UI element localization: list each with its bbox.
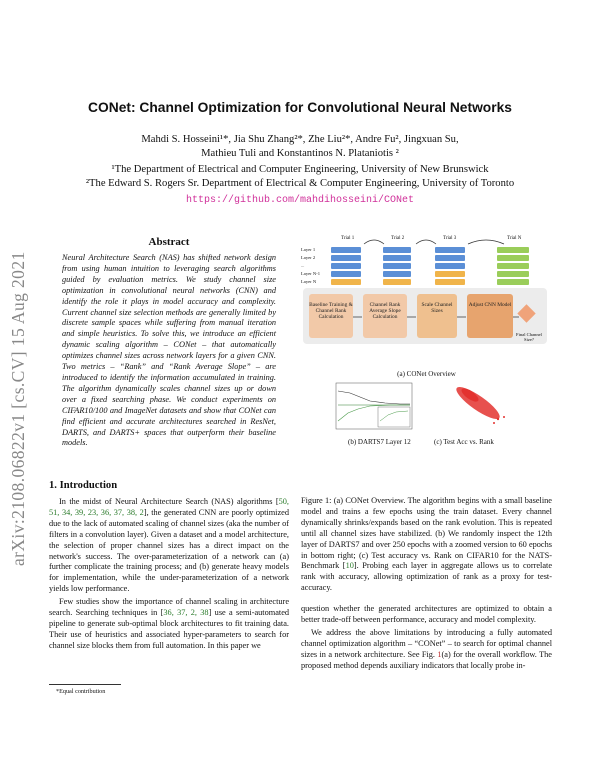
intro-paragraph-2 [49, 597, 289, 652]
intro-body [49, 497, 289, 652]
plot-test-acc-vs-rank [432, 381, 512, 433]
trial-arrows [356, 236, 546, 246]
decision-label: Final Channel Size? [516, 332, 542, 342]
right-p2-text-a: We address the above limitations by introducing a fully automated channel optimization algorithm – “CONet” – to search for optimal channel sizes in a network architecture. See Fig. [301, 627, 552, 659]
caption-b: (b) DARTS7 Layer 12 [348, 438, 411, 446]
layer-label: ... [301, 263, 305, 268]
intro-paragraph-1 [49, 497, 289, 595]
stage-arrows [353, 312, 523, 322]
layer-block [497, 263, 529, 269]
stage-scale-channels: Scale Channel Sizes [417, 294, 457, 338]
figure-caption-text-b: ]. Probing each layer in aggregate allows us to correlate rank with accuracy, allowing optimization of rank as a proxy for test-accuracy. [301, 561, 552, 593]
layer-block [383, 255, 411, 261]
footnote: *Equal contribution [56, 688, 106, 695]
trial-label-3: Trial 3 [443, 236, 457, 241]
author-line-2: Mathieu Tuli and Konstantinos N. Plataniotis ² [201, 148, 399, 159]
layer-block [435, 279, 465, 285]
intro-p1-text-a: In the midst of Neural Architecture Search (NAS) algorithms [ [59, 497, 279, 506]
stage-rank-slope: Channel Rank Average Slope Calculation [363, 294, 407, 338]
layer-block [497, 279, 529, 285]
layer-block [497, 255, 529, 261]
layer-block [331, 271, 361, 277]
arxiv-stamp-text: arXiv:2108.06822v1 [cs.CV] 15 Aug 2021 [8, 251, 28, 566]
layer-labels [301, 246, 320, 286]
layer-label: Layer 2 [301, 255, 316, 260]
figure-caption-text-a: Figure 1: (a) CONet Overview. The algorithm begins with a small baseline model and trains a few epochs using the train dataset. Every channel dynamically shrinks/expands based on the rank evolution. This is repeated until all channel sizes have stabilized. (b) We randomly inspect the 12th layer of DARTS7 and over 250 epochs with a zoomed version to 60 epochs in bottom right; (c) Test accuracy vs. Rank on CIFAR10 for the NATS-Benchmark [ [301, 496, 552, 571]
layer-block [435, 247, 465, 253]
stage-adjust-model: Adjust CNN Model [467, 294, 513, 338]
layer-label: Layer 1 [301, 247, 316, 252]
author-line-1: Mahdi S. Hosseini¹*, Jia Shu Zhang²*, Zhe Liu²*, Andre Fu², Jingxuan Su, [141, 134, 459, 145]
caption-a: (a) CONet Overview [397, 370, 456, 378]
layer-label: Layer N [301, 279, 317, 284]
trial-label-1: Trial 1 [341, 236, 355, 241]
abstract-heading: Abstract [148, 236, 190, 248]
intro-p1-text-b: ], the generated CNN are poorly optimized due to the lack of automated scaling of channel sizes (aka the number of filters in a convolution layer). Given a dataset and a model architecture, the selection of proper channel sizes has a direct impact on the network's success. The over-parameterization of a network can (a) further complicate the training process; and (b) generate heavy models for implementation, while the under-parameterization of a network yields low performance. [49, 507, 289, 594]
intro-p2-citations[interactable]: 36, 37, 2, 38 [163, 608, 209, 618]
layer-block [497, 271, 529, 277]
intro-p1-citations[interactable]: 50, 51, 34, 39, 23, 36, 37, 38, 2 [49, 497, 289, 517]
figure-reference[interactable]: 1 [437, 649, 442, 659]
layer-block [331, 255, 361, 261]
intro-p2-text-b: ] use a semi-automated pipeline to generate sub-optimal block architectures to fit training data. Their use of heuristics and associated hyper-parameters to search for channel size blocks them from full automation. In this paper we [49, 608, 290, 650]
right-paragraph-1: question whether the generated architectures are optimized to obtain a better trade-off between performance, accuracy and model complexity. [301, 604, 552, 624]
abstract-text: Neural Architecture Search (NAS) has shifted network design from using human intuition to leveraging search algorithms guided by evaluation metrics. We study channel size optimization in convolutional neural networks (CNN) and identify the role it plays in model accuracy and complexity. Current channel size selection methods are generally limited by discrete sample spaces while suffering from manual iteration and simple heuristics. To solve this, we introduce an efficient dynamic scaling algorithm – CONet – that automatically optimizes channel sizes across network layers for a given CNN. Two metrics – “Rank” and “Rank Average Slope” – are introduced to identify the information accumulated in training. The algorithm dynamically scales channel sizes up or down over a fixed searching phase. We conduct experiments on CIFAR10/100 and ImageNet datasets and show that CONet can find efficient and accurate architectures searched in ResNet, DARTS, and DARTS+ spaces that outperform their baseline models. [62, 253, 276, 448]
right-paragraph-2 [301, 628, 552, 672]
layer-block [435, 255, 465, 261]
trial-label-2: Trial 2 [391, 236, 405, 241]
intro-p2-text-a: Few studies show the importance of channel scaling in architecture search. Searching techniques in [ [49, 597, 289, 618]
layer-block [435, 263, 465, 269]
trial-label-n: Trial N [507, 236, 522, 241]
layer-label: Layer N-1 [301, 271, 321, 276]
affiliation-2: ²The Edward S. Rogers Sr. Department of Electrical & Computer Engineering, University of Toronto [85, 178, 515, 189]
paper-title: CONet: Channel Optimization for Convolutional Neural Networks [88, 100, 512, 115]
figure-overview [301, 236, 552, 378]
layer-block [435, 271, 465, 277]
intro-heading: 1. Introduction [49, 480, 118, 491]
stage-baseline-training: Baseline Training & Channel Rank Calculation [309, 294, 353, 338]
layer-block [383, 247, 411, 253]
layer-block [331, 247, 361, 253]
affiliation-1: ¹The Department of Electrical and Computer Engineering, University of New Brunswick [111, 164, 489, 175]
plot-darts7-layer12 [330, 381, 414, 433]
figure-1-caption [301, 496, 552, 594]
figure-caption-citation[interactable]: 10 [345, 561, 354, 571]
layer-block [497, 247, 529, 253]
layer-block [383, 279, 411, 285]
layer-block [331, 279, 361, 285]
repo-link[interactable]: https://github.com/mahdihosseini/CONet [185, 195, 415, 206]
layer-block [331, 263, 361, 269]
layer-block [383, 263, 411, 269]
right-p2-text-b: (a) for the overall workflow. The proposed method depends auxiliary indicators that locally probe in- [301, 649, 552, 670]
caption-c: (c) Test Acc vs. Rank [434, 438, 494, 446]
arxiv-stamp [4, 210, 30, 570]
layer-block [383, 271, 411, 277]
right-column-body [301, 604, 552, 671]
footnote-rule [49, 684, 121, 685]
